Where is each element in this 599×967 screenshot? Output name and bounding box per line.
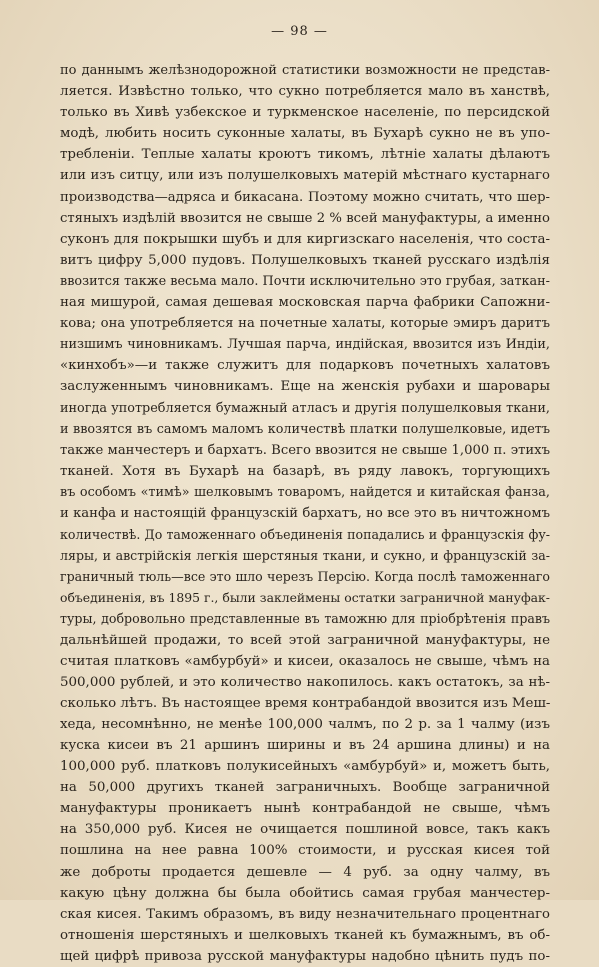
text-line: ная мишурой, самая дешевая московская парча фабрики Сапожни-: [60, 295, 550, 311]
text-line: на 50,000 другихъ тканей заграничныхъ. Вообще заграничной: [60, 780, 550, 796]
text-line: 500,000 рублей, и это количество накопилось. какъ остатокъ, за нѣ-: [60, 674, 550, 690]
text-line: только въ Хивѣ узбекское и туркменское населеніе, по персидской: [60, 105, 550, 121]
text-line: количествѣ. До таможеннаго объединенія попадались и французскія фу-: [60, 527, 550, 543]
text-line: тканей. Хотя въ Бухарѣ на базарѣ, въ ряду лавокъ, торгующихъ: [60, 463, 550, 479]
body-text: [60, 60, 550, 967]
text-line: ская кисея. Такимъ образомъ, въ виду незначительнаго процентнаго: [60, 906, 550, 922]
text-line: ляры, и австрійскія легкія шерстяныя ткани, и сукно, и французскій за-: [60, 548, 550, 564]
text-line: считая платковъ «амбурбуй» и кисеи, оказалось не свыше, чѣмъ на: [60, 653, 550, 669]
text-line: дальнѣйшей продажи, то всей этой заграничной мануфактуры, не: [60, 632, 550, 648]
text-line: сколько лѣтъ. Въ настоящее время контрабандой ввозится изъ Меш-: [60, 695, 551, 711]
text-line: туры, добровольно представленные въ таможню для пріобрѣтенія правъ: [60, 611, 550, 627]
text-line: объединенія, въ 1895 г., были заклеймены остатки заграничной мануфак-: [60, 590, 550, 606]
text-line: ввозится также весьма мало. Почти исключительно это грубая, заткан-: [60, 273, 550, 289]
text-line: щей цифрѣ привоза русской мануфактуры надобно цѣнить пудъ по-: [60, 948, 550, 964]
text-line: производства—адряса и бикасана. Поэтому можно считать, что шер-: [60, 189, 550, 205]
text-line: 100,000 руб. платковъ полукисейныхъ «амбурбуй» и, можетъ быть,: [60, 759, 550, 775]
text-line: требленіи. Теплые халаты кроютъ тикомъ, лѣтніе халаты дѣлаютъ: [60, 147, 550, 163]
text-line: отношенія шерстяныхъ и шелковыхъ тканей къ бумажнымъ, въ об-: [60, 927, 550, 943]
text-line: граничный тюль—все это шло черезъ Персію. Когда послѣ таможеннаго: [60, 569, 550, 585]
text-line: пошлина на нее равна 100% стоимости, и русская кисея той: [60, 843, 550, 859]
text-line: какую цѣну должна бы была обойтись самая грубая манчестер-: [60, 885, 550, 901]
text-line: мануфактуры проникаетъ нынѣ контрабандой не свыше, чѣмъ: [60, 801, 550, 817]
text-line: или изъ ситцу, или изъ полушелковыхъ матерій мѣстнаго кустарнаго: [60, 168, 550, 184]
text-line: витъ цифру 5,000 пудовъ. Полушелковыхъ тканей русскаго издѣлія: [60, 252, 550, 268]
text-line: заслуженнымъ чиновникамъ. Еще на женскія рубахи и шаровары: [60, 379, 550, 395]
text-line: же доброты продается дешевле — 4 руб. за одну чалму, въ: [60, 864, 550, 880]
text-line: въ особомъ «тимѣ» шелковымъ товаромъ, найдется и китайская фанза,: [60, 484, 550, 500]
text-line: «кинхобъ»—и также служитъ для подарковъ почетныхъ халатовъ: [60, 358, 550, 374]
text-line: ляется. Извѣстно только, что сукно потребляется мало въ ханствѣ,: [60, 84, 550, 100]
page-number: — 98 —: [271, 24, 328, 39]
text-line: и ввозятся въ самомъ маломъ количествѣ платки полушелковые, идетъ: [60, 421, 550, 437]
text-line: стяныхъ издѣлій ввозится не свыше 2 % всей мануфактуры, а именно: [60, 210, 550, 226]
text-line: на 350,000 руб. Кисея не очищается пошлиной вовсе, такъ какъ: [60, 822, 550, 838]
text-line: также манчестеръ и бархатъ. Всего ввозится не свыше 1,000 п. этихъ: [60, 442, 550, 458]
text-line: иногда употребляется бумажный атласъ и другія полушелковыя ткани,: [60, 400, 550, 416]
text-line: кова; она употребляется на почетные халаты, которые эмиръ даритъ: [60, 316, 550, 332]
text-line: куска кисеи въ 21 аршинъ ширины и въ 24 аршина длины) и на: [60, 738, 550, 753]
text-line: по даннымъ желѣзнодорожной статистики возможности не представ-: [60, 63, 550, 78]
text-line: хеда, несомнѣнно, не менѣе 100,000 чалмъ, по 2 р. за 1 чалму (изъ: [60, 716, 550, 732]
text-line: низшимъ чиновникамъ. Лучшая парча, индійская, ввозится изъ Индіи,: [60, 337, 550, 353]
text-line: модѣ, любить носить суконные халаты, въ Бухарѣ сукно не въ упо-: [60, 126, 550, 142]
text-line: и канфа и настоящій французскій бархатъ, но все это въ ничтожномъ: [60, 505, 550, 521]
text-line: суконъ для покрышки шубъ и для киргизскаго населенія, что соста-: [60, 231, 550, 247]
